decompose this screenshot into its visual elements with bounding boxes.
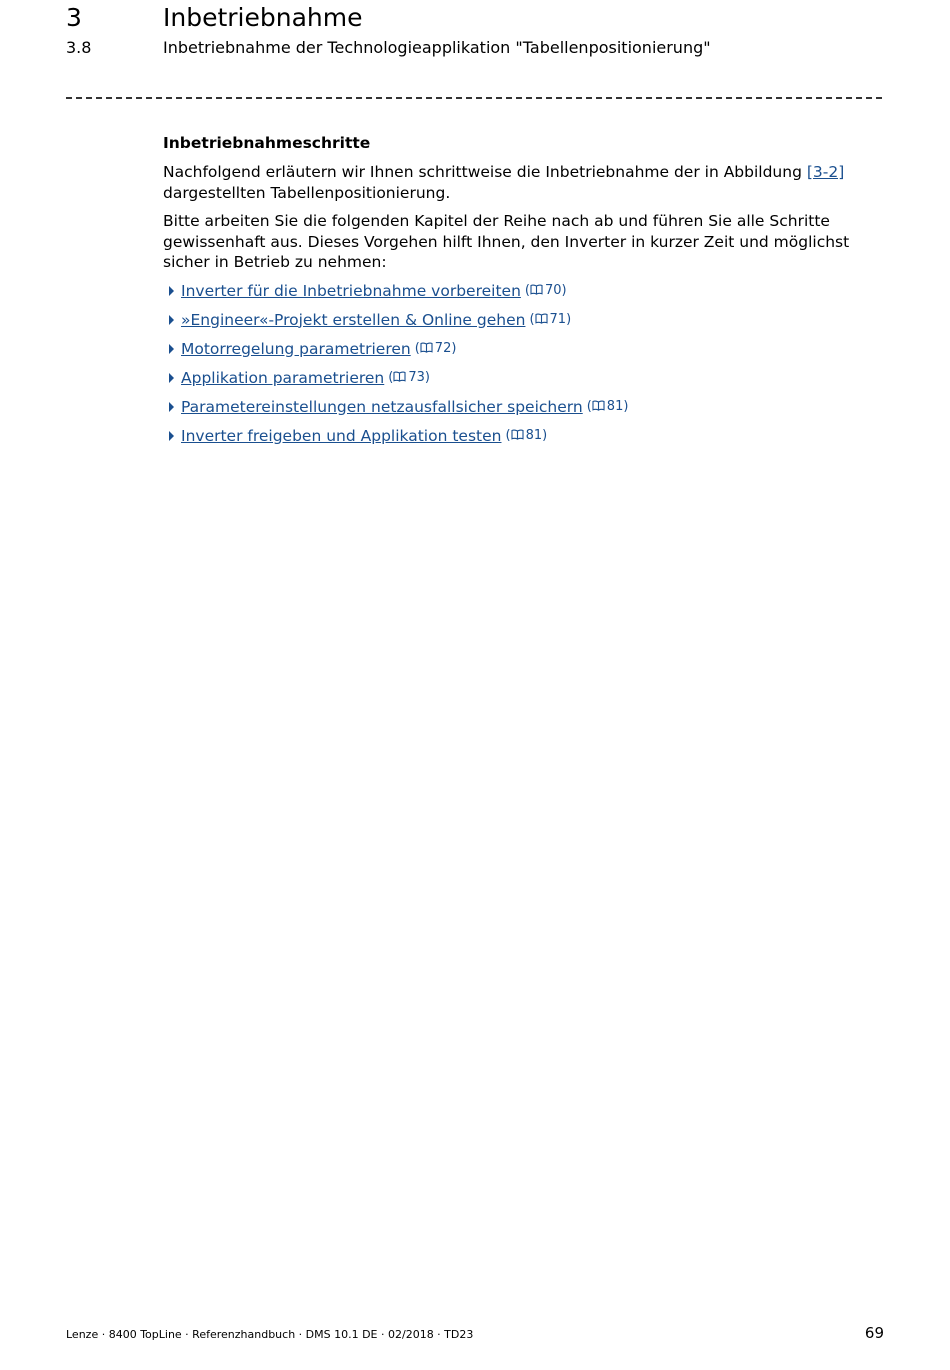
chapter-link-item bbox=[163, 397, 885, 426]
paren-open: ( bbox=[524, 282, 530, 298]
page-reference[interactable] bbox=[415, 339, 457, 359]
chapter-link[interactable]: Parametereinstellungen netzausfallsicher speichern bbox=[181, 397, 583, 416]
header-divider bbox=[66, 97, 882, 99]
chapter-link-item bbox=[163, 310, 885, 339]
section-title: Inbetriebnahme der Technologieapplikation "Tabellenpositionierung" bbox=[163, 38, 711, 57]
triangle-right-icon bbox=[169, 402, 174, 412]
page-number: 69 bbox=[864, 1324, 884, 1342]
book-icon bbox=[393, 371, 406, 382]
intro-text-start: Nachfolgend erläutern wir Ihnen schrittweise die Inbetriebnahme der in Abbildung bbox=[163, 163, 807, 181]
paren-close: ) bbox=[451, 340, 457, 356]
paren-close: ) bbox=[424, 369, 430, 385]
book-icon bbox=[592, 400, 605, 411]
page-ref-number: 73 bbox=[408, 369, 425, 385]
main-content bbox=[163, 132, 885, 455]
chapter-link[interactable]: Applikation parametrieren bbox=[181, 368, 385, 387]
chapter-number: 3 bbox=[66, 3, 82, 32]
chapter-link[interactable]: Motorregelung parametrieren bbox=[181, 339, 411, 358]
chapter-link-item bbox=[163, 368, 885, 397]
page-reference[interactable] bbox=[525, 281, 567, 301]
chapter-link-list bbox=[163, 281, 885, 455]
page-ref-number: 72 bbox=[434, 340, 452, 356]
page-ref-number: 81 bbox=[606, 398, 624, 414]
instruction-paragraph: Bitte arbeiten Sie die folgenden Kapitel der Reihe nach ab und führen Sie alle Schritte gewissenhaft aus. Dieses Vorgehen hilft Ihnen, den Inverter in kurzer Zeit und möglichst sicher in Betrieb zu nehmen: bbox=[163, 212, 850, 271]
chapter-link[interactable]: Inverter freigeben und Applikation testen bbox=[181, 426, 502, 445]
paren-open: ( bbox=[586, 398, 592, 414]
footer-text: Lenze · 8400 TopLine · Referenzhandbuch · DMS 10.1 DE · 02/2018 · TD23 bbox=[66, 1328, 474, 1341]
page-ref-number: 81 bbox=[525, 427, 543, 443]
page-ref-number: 71 bbox=[549, 311, 567, 327]
intro-text-end: dargestellten Tabellenpositionierung. bbox=[163, 183, 451, 202]
chapter-link[interactable]: Inverter für die Inbetriebnahme vorbereiten bbox=[181, 281, 521, 300]
book-icon bbox=[530, 284, 543, 295]
triangle-right-icon bbox=[169, 315, 174, 325]
figure-reference-link[interactable]: [3-2] bbox=[806, 163, 845, 181]
chapter-link-item bbox=[163, 339, 885, 368]
page-reference[interactable] bbox=[587, 397, 629, 417]
subheading: Inbetriebnahmeschritte bbox=[163, 134, 371, 152]
book-icon bbox=[420, 342, 433, 353]
triangle-right-icon bbox=[169, 431, 174, 441]
book-icon bbox=[535, 313, 548, 324]
chapter-link-item bbox=[163, 281, 885, 310]
paren-open: ( bbox=[529, 311, 535, 327]
book-icon bbox=[511, 429, 524, 440]
paren-close: ) bbox=[623, 398, 629, 414]
chapter-link[interactable]: »Engineer«-Projekt erstellen & Online gehen bbox=[181, 310, 526, 329]
paren-open: ( bbox=[388, 369, 394, 385]
page-reference[interactable] bbox=[529, 310, 571, 330]
paren-close: ) bbox=[561, 282, 567, 298]
chapter-title: Inbetriebnahme bbox=[163, 3, 363, 32]
triangle-right-icon bbox=[169, 286, 174, 296]
page-ref-number: 70 bbox=[544, 282, 562, 298]
intro-paragraph bbox=[163, 162, 885, 203]
paren-close: ) bbox=[542, 427, 548, 443]
paren-open: ( bbox=[414, 340, 420, 356]
chapter-link-item bbox=[163, 426, 885, 455]
page-reference[interactable] bbox=[505, 426, 547, 446]
paren-open: ( bbox=[505, 427, 511, 443]
section-number: 3.8 bbox=[66, 38, 92, 57]
paren-close: ) bbox=[566, 311, 572, 327]
triangle-right-icon bbox=[169, 373, 174, 383]
triangle-right-icon bbox=[169, 344, 174, 354]
page-reference[interactable] bbox=[388, 368, 430, 388]
